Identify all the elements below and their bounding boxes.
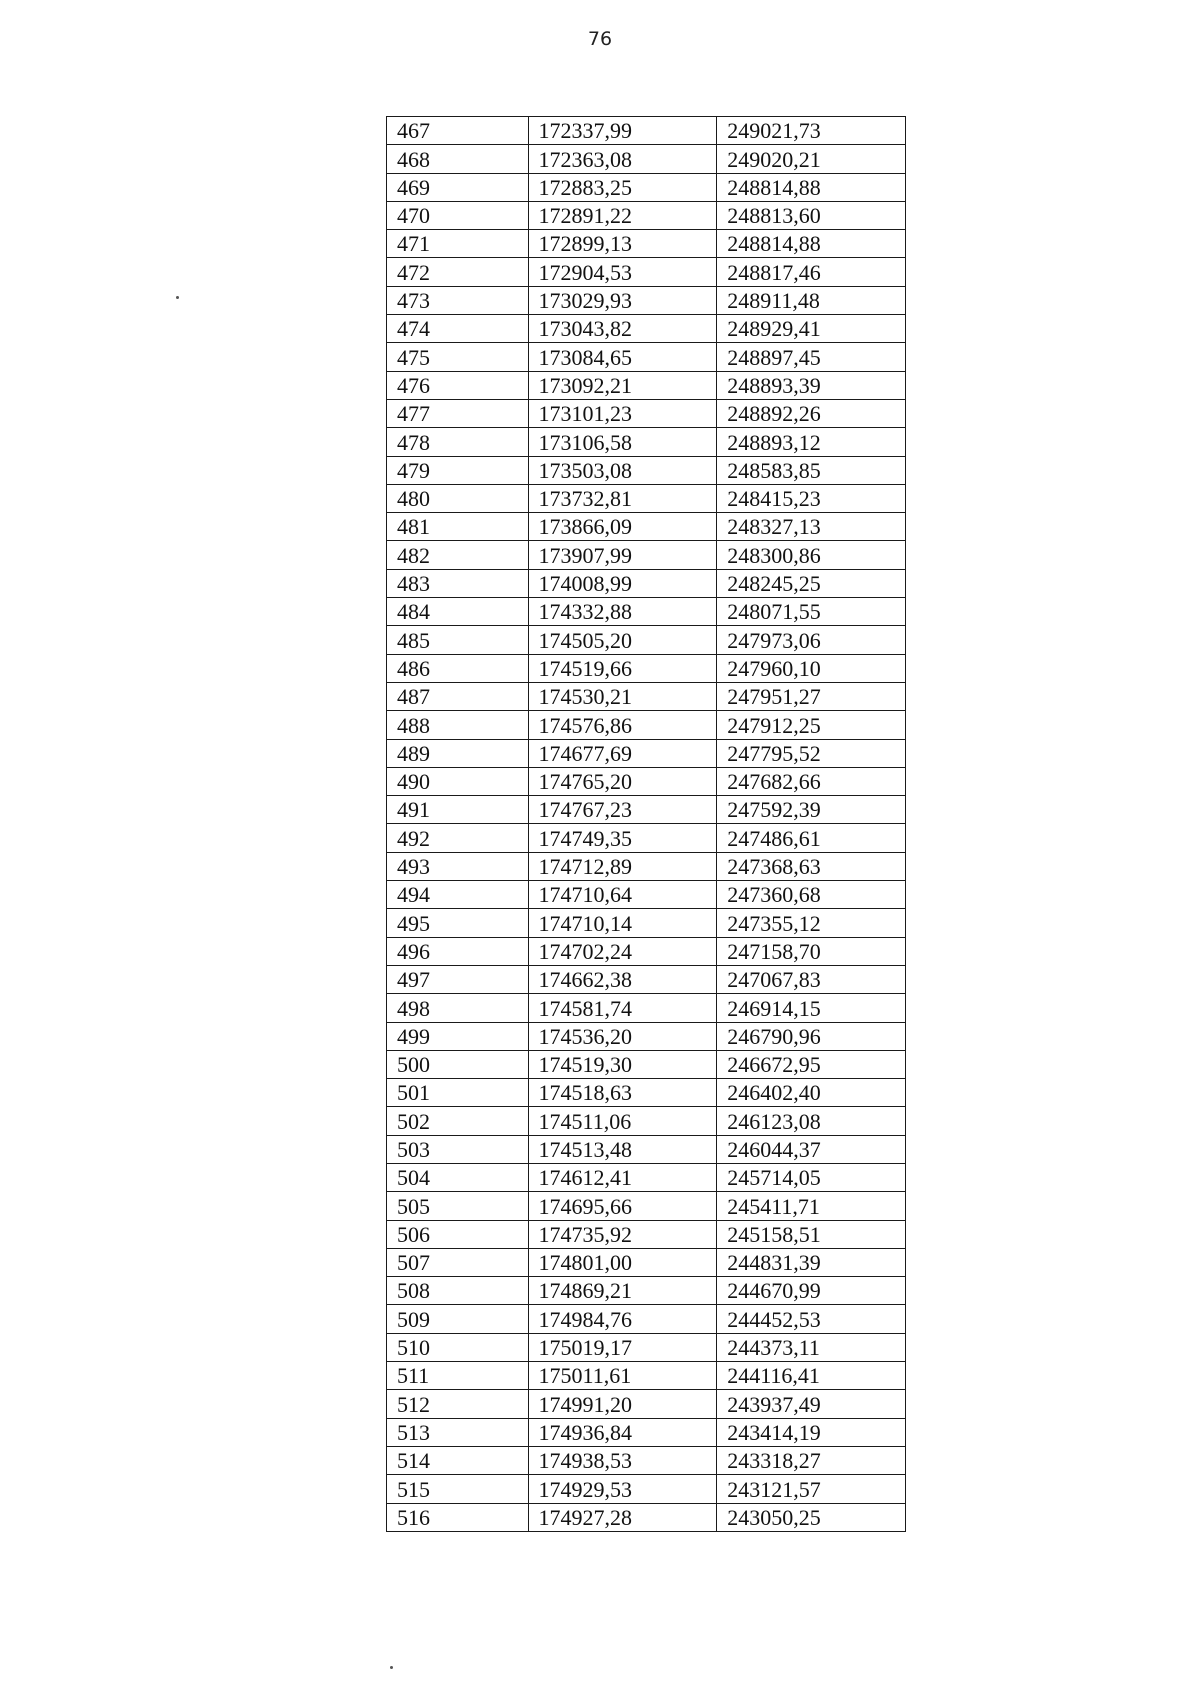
- table-row: [387, 1475, 906, 1503]
- point-number-cell: 494: [387, 881, 529, 909]
- x-coordinate-cell: 174008,99: [528, 569, 717, 597]
- table-row: [387, 1192, 906, 1220]
- y-coordinate-cell: 247951,27: [717, 682, 906, 710]
- table-row: [387, 569, 906, 597]
- table-row: [387, 173, 906, 201]
- point-number-cell: 500: [387, 1050, 529, 1078]
- y-coordinate-cell: 248813,60: [717, 201, 906, 229]
- x-coordinate-cell: 173866,09: [528, 513, 717, 541]
- point-number-cell: 514: [387, 1446, 529, 1474]
- x-coordinate-cell: 174712,89: [528, 852, 717, 880]
- point-number-cell: 516: [387, 1503, 529, 1531]
- table-row: [387, 654, 906, 682]
- x-coordinate-cell: 173043,82: [528, 315, 717, 343]
- x-coordinate-cell: 174702,24: [528, 937, 717, 965]
- table-row: [387, 315, 906, 343]
- table-row: [387, 371, 906, 399]
- point-number-cell: 472: [387, 258, 529, 286]
- point-number-cell: 478: [387, 428, 529, 456]
- point-number-cell: 487: [387, 682, 529, 710]
- y-coordinate-cell: 246914,15: [717, 994, 906, 1022]
- x-coordinate-cell: 174518,63: [528, 1079, 717, 1107]
- table-row: [387, 258, 906, 286]
- table-row: [387, 428, 906, 456]
- table-row: [387, 1390, 906, 1418]
- y-coordinate-cell: 248327,13: [717, 513, 906, 541]
- point-number-cell: 497: [387, 965, 529, 993]
- x-coordinate-cell: 174332,88: [528, 598, 717, 626]
- y-coordinate-cell: 247912,25: [717, 711, 906, 739]
- point-number-cell: 486: [387, 654, 529, 682]
- x-coordinate-cell: 174936,84: [528, 1418, 717, 1446]
- x-coordinate-cell: 172904,53: [528, 258, 717, 286]
- x-coordinate-cell: 174801,00: [528, 1248, 717, 1276]
- x-coordinate-cell: 173084,65: [528, 343, 717, 371]
- table-row: [387, 824, 906, 852]
- point-number-cell: 467: [387, 117, 529, 145]
- point-number-cell: 513: [387, 1418, 529, 1446]
- x-coordinate-cell: 174765,20: [528, 767, 717, 795]
- table-row: [387, 767, 906, 795]
- point-number-cell: 475: [387, 343, 529, 371]
- y-coordinate-cell: 246402,40: [717, 1079, 906, 1107]
- y-coordinate-cell: 248911,48: [717, 286, 906, 314]
- table-row: [387, 909, 906, 937]
- table-row: [387, 937, 906, 965]
- y-coordinate-cell: 243937,49: [717, 1390, 906, 1418]
- point-number-cell: 480: [387, 484, 529, 512]
- x-coordinate-cell: 174513,48: [528, 1135, 717, 1163]
- y-coordinate-cell: 248300,86: [717, 541, 906, 569]
- point-number-cell: 504: [387, 1163, 529, 1191]
- table-row: [387, 852, 906, 880]
- x-coordinate-cell: 174511,06: [528, 1107, 717, 1135]
- y-coordinate-cell: 248929,41: [717, 315, 906, 343]
- table-row: [387, 201, 906, 229]
- x-coordinate-cell: 174519,30: [528, 1050, 717, 1078]
- point-number-cell: 512: [387, 1390, 529, 1418]
- table-row: [387, 1333, 906, 1361]
- point-number-cell: 470: [387, 201, 529, 229]
- table-row: [387, 399, 906, 427]
- x-coordinate-cell: 172883,25: [528, 173, 717, 201]
- table-row: [387, 456, 906, 484]
- y-coordinate-cell: 248817,46: [717, 258, 906, 286]
- y-coordinate-cell: 246672,95: [717, 1050, 906, 1078]
- x-coordinate-cell: 173106,58: [528, 428, 717, 456]
- x-coordinate-cell: 174991,20: [528, 1390, 717, 1418]
- y-coordinate-cell: 246044,37: [717, 1135, 906, 1163]
- y-coordinate-cell: 247368,63: [717, 852, 906, 880]
- table-row: [387, 1277, 906, 1305]
- point-number-cell: 508: [387, 1277, 529, 1305]
- y-coordinate-cell: 248893,39: [717, 371, 906, 399]
- y-coordinate-cell: 248245,25: [717, 569, 906, 597]
- point-number-cell: 471: [387, 230, 529, 258]
- x-coordinate-cell: 174749,35: [528, 824, 717, 852]
- x-coordinate-cell: 174695,66: [528, 1192, 717, 1220]
- y-coordinate-cell: 244831,39: [717, 1248, 906, 1276]
- table-row: [387, 796, 906, 824]
- point-number-cell: 483: [387, 569, 529, 597]
- point-number-cell: 510: [387, 1333, 529, 1361]
- x-coordinate-cell: 173907,99: [528, 541, 717, 569]
- x-coordinate-cell: 174710,14: [528, 909, 717, 937]
- y-coordinate-cell: 244670,99: [717, 1277, 906, 1305]
- table-row: [387, 1135, 906, 1163]
- point-number-cell: 498: [387, 994, 529, 1022]
- point-number-cell: 507: [387, 1248, 529, 1276]
- x-coordinate-cell: 174505,20: [528, 626, 717, 654]
- y-coordinate-cell: 248071,55: [717, 598, 906, 626]
- y-coordinate-cell: 249021,73: [717, 117, 906, 145]
- point-number-cell: 503: [387, 1135, 529, 1163]
- x-coordinate-cell: 174612,41: [528, 1163, 717, 1191]
- x-coordinate-cell: 173029,93: [528, 286, 717, 314]
- point-number-cell: 468: [387, 145, 529, 173]
- y-coordinate-cell: 247067,83: [717, 965, 906, 993]
- y-coordinate-cell: 248892,26: [717, 399, 906, 427]
- y-coordinate-cell: 246790,96: [717, 1022, 906, 1050]
- point-number-cell: 489: [387, 739, 529, 767]
- x-coordinate-cell: 174984,76: [528, 1305, 717, 1333]
- x-coordinate-cell: 174519,66: [528, 654, 717, 682]
- table-row: [387, 230, 906, 258]
- point-number-cell: 496: [387, 937, 529, 965]
- point-number-cell: 515: [387, 1475, 529, 1503]
- point-number-cell: 501: [387, 1079, 529, 1107]
- point-number-cell: 493: [387, 852, 529, 880]
- point-number-cell: 499: [387, 1022, 529, 1050]
- x-coordinate-cell: 172891,22: [528, 201, 717, 229]
- table-row: [387, 1050, 906, 1078]
- point-number-cell: 490: [387, 767, 529, 795]
- y-coordinate-cell: 245714,05: [717, 1163, 906, 1191]
- y-coordinate-cell: 244116,41: [717, 1362, 906, 1390]
- x-coordinate-cell: 174662,38: [528, 965, 717, 993]
- coordinates-table-body: [387, 117, 906, 1532]
- table-row: [387, 739, 906, 767]
- scan-speck: [176, 296, 179, 299]
- x-coordinate-cell: 175011,61: [528, 1362, 717, 1390]
- point-number-cell: 473: [387, 286, 529, 314]
- y-coordinate-cell: 248814,88: [717, 230, 906, 258]
- table-row: [387, 1305, 906, 1333]
- y-coordinate-cell: 247795,52: [717, 739, 906, 767]
- x-coordinate-cell: 173101,23: [528, 399, 717, 427]
- x-coordinate-cell: 174710,64: [528, 881, 717, 909]
- point-number-cell: 482: [387, 541, 529, 569]
- point-number-cell: 505: [387, 1192, 529, 1220]
- x-coordinate-cell: 174735,92: [528, 1220, 717, 1248]
- y-coordinate-cell: 247158,70: [717, 937, 906, 965]
- y-coordinate-cell: 244373,11: [717, 1333, 906, 1361]
- y-coordinate-cell: 247360,68: [717, 881, 906, 909]
- y-coordinate-cell: 244452,53: [717, 1305, 906, 1333]
- point-number-cell: 511: [387, 1362, 529, 1390]
- point-number-cell: 479: [387, 456, 529, 484]
- y-coordinate-cell: 243318,27: [717, 1446, 906, 1474]
- point-number-cell: 488: [387, 711, 529, 739]
- point-number-cell: 509: [387, 1305, 529, 1333]
- point-number-cell: 481: [387, 513, 529, 541]
- table-row: [387, 1107, 906, 1135]
- y-coordinate-cell: 247682,66: [717, 767, 906, 795]
- table-row: [387, 1163, 906, 1191]
- x-coordinate-cell: 174767,23: [528, 796, 717, 824]
- y-coordinate-cell: 249020,21: [717, 145, 906, 173]
- table-row: [387, 1446, 906, 1474]
- point-number-cell: 476: [387, 371, 529, 399]
- x-coordinate-cell: 174938,53: [528, 1446, 717, 1474]
- point-number-cell: 491: [387, 796, 529, 824]
- table-row: [387, 513, 906, 541]
- table-row: [387, 1220, 906, 1248]
- point-number-cell: 492: [387, 824, 529, 852]
- table-row: [387, 711, 906, 739]
- table-row: [387, 145, 906, 173]
- y-coordinate-cell: 245158,51: [717, 1220, 906, 1248]
- x-coordinate-cell: 174581,74: [528, 994, 717, 1022]
- point-number-cell: 474: [387, 315, 529, 343]
- x-coordinate-cell: 173503,08: [528, 456, 717, 484]
- y-coordinate-cell: 245411,71: [717, 1192, 906, 1220]
- x-coordinate-cell: 174677,69: [528, 739, 717, 767]
- x-coordinate-cell: 174869,21: [528, 1277, 717, 1305]
- table-row: [387, 881, 906, 909]
- table-row: [387, 541, 906, 569]
- y-coordinate-cell: 247592,39: [717, 796, 906, 824]
- y-coordinate-cell: 247355,12: [717, 909, 906, 937]
- point-number-cell: 484: [387, 598, 529, 626]
- table-row: [387, 1022, 906, 1050]
- y-coordinate-cell: 243414,19: [717, 1418, 906, 1446]
- table-row: [387, 1418, 906, 1446]
- point-number-cell: 502: [387, 1107, 529, 1135]
- y-coordinate-cell: 248415,23: [717, 484, 906, 512]
- x-coordinate-cell: 174536,20: [528, 1022, 717, 1050]
- y-coordinate-cell: 248583,85: [717, 456, 906, 484]
- point-number-cell: 495: [387, 909, 529, 937]
- page-number: 76: [587, 28, 613, 50]
- y-coordinate-cell: 247973,06: [717, 626, 906, 654]
- x-coordinate-cell: 174576,86: [528, 711, 717, 739]
- y-coordinate-cell: 246123,08: [717, 1107, 906, 1135]
- y-coordinate-cell: 243050,25: [717, 1503, 906, 1531]
- y-coordinate-cell: 247960,10: [717, 654, 906, 682]
- table-row: [387, 598, 906, 626]
- table-row: [387, 626, 906, 654]
- y-coordinate-cell: 247486,61: [717, 824, 906, 852]
- table-row: [387, 994, 906, 1022]
- table-row: [387, 1248, 906, 1276]
- x-coordinate-cell: 173732,81: [528, 484, 717, 512]
- x-coordinate-cell: 175019,17: [528, 1333, 717, 1361]
- x-coordinate-cell: 172363,08: [528, 145, 717, 173]
- coordinates-table: [386, 116, 906, 1532]
- y-coordinate-cell: 243121,57: [717, 1475, 906, 1503]
- point-number-cell: 469: [387, 173, 529, 201]
- point-number-cell: 485: [387, 626, 529, 654]
- x-coordinate-cell: 172899,13: [528, 230, 717, 258]
- table-row: [387, 682, 906, 710]
- point-number-cell: 477: [387, 399, 529, 427]
- table-row: [387, 484, 906, 512]
- point-number-cell: 506: [387, 1220, 529, 1248]
- x-coordinate-cell: 173092,21: [528, 371, 717, 399]
- x-coordinate-cell: 174530,21: [528, 682, 717, 710]
- y-coordinate-cell: 248897,45: [717, 343, 906, 371]
- x-coordinate-cell: 174929,53: [528, 1475, 717, 1503]
- scan-speck: [390, 1666, 393, 1669]
- table-row: [387, 1079, 906, 1107]
- y-coordinate-cell: 248893,12: [717, 428, 906, 456]
- table-row: [387, 965, 906, 993]
- table-row: [387, 286, 906, 314]
- table-row: [387, 1362, 906, 1390]
- table-row: [387, 117, 906, 145]
- table-row: [387, 1503, 906, 1531]
- y-coordinate-cell: 248814,88: [717, 173, 906, 201]
- x-coordinate-cell: 172337,99: [528, 117, 717, 145]
- table-row: [387, 343, 906, 371]
- x-coordinate-cell: 174927,28: [528, 1503, 717, 1531]
